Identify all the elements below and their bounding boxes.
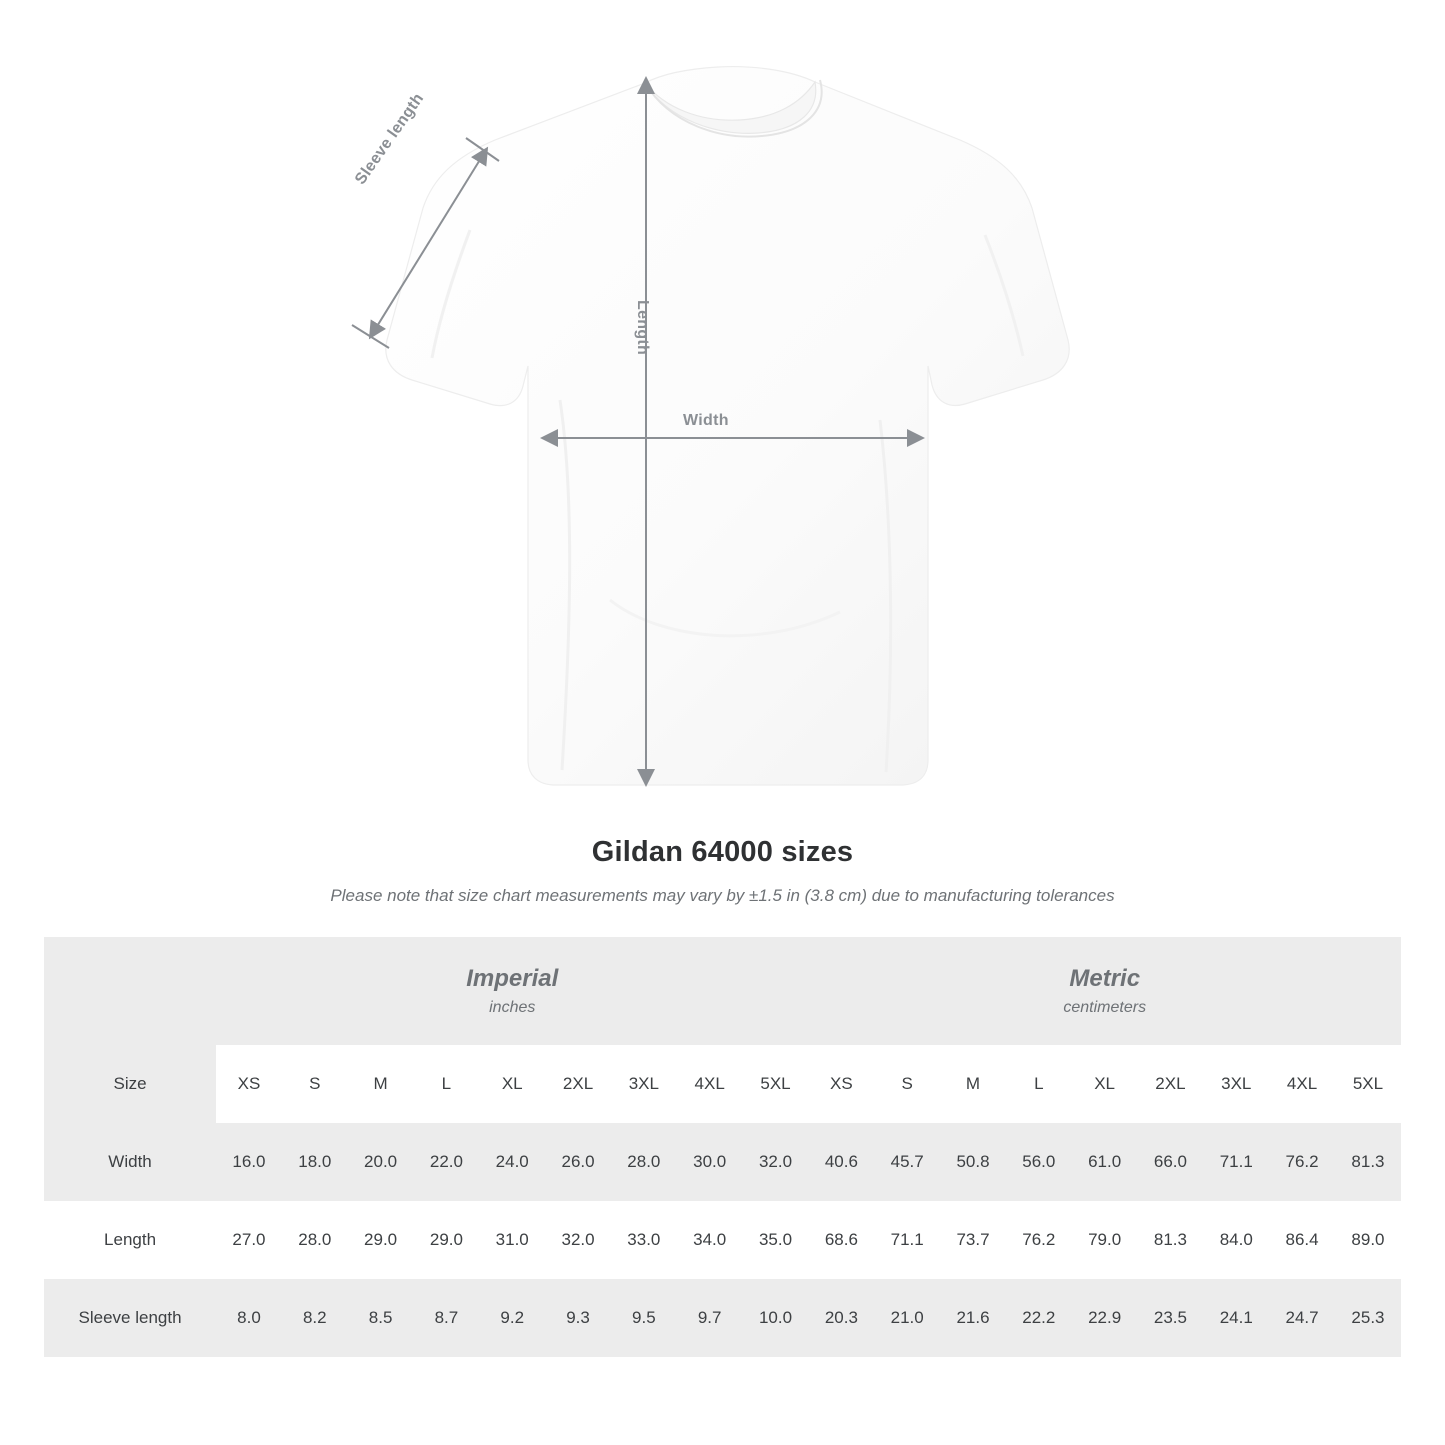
row-label: Sleeve length: [78, 1308, 182, 1327]
table-cell: 56.0: [1022, 1152, 1056, 1171]
unit-header-metric: [808, 937, 1401, 1045]
table-cell: 21.6: [956, 1308, 990, 1327]
size-header-cell: L: [1034, 1074, 1044, 1093]
table-cell: 84.0: [1219, 1230, 1253, 1249]
size-header-row: [44, 1045, 1401, 1123]
size-header-cell: XL: [501, 1074, 523, 1093]
table-cell: 28.0: [627, 1152, 661, 1171]
unit-title-metric: Metric: [1069, 965, 1141, 993]
table-cell: 35.0: [758, 1230, 793, 1249]
table-cell: 34.0: [693, 1230, 727, 1249]
table-cell: 22.0: [429, 1152, 463, 1171]
table-cell: 81.3: [1351, 1152, 1385, 1171]
table-cell: 29.0: [429, 1230, 463, 1249]
unit-header-imperial: [216, 937, 808, 1045]
table-cell: 28.0: [298, 1230, 332, 1249]
table-cell: 25.3: [1351, 1308, 1385, 1327]
size-header-cell: 2XL: [562, 1074, 594, 1093]
size-header-cell: XL: [1094, 1074, 1115, 1093]
table-cell: 61.0: [1088, 1152, 1122, 1171]
table-row-width: [44, 1123, 1401, 1201]
table-cell: 33.0: [627, 1230, 661, 1249]
size-table-wrap: [44, 937, 1401, 1357]
unit-title-imperial: Imperial: [466, 965, 559, 993]
table-cell: 18.0: [298, 1152, 332, 1171]
size-header-cell: S: [309, 1074, 321, 1093]
unit-header-row: [44, 937, 1401, 1045]
table-cell: 24.0: [495, 1152, 529, 1171]
table-cell: 9.5: [632, 1308, 656, 1327]
table-cell: 50.8: [956, 1152, 990, 1171]
table-cell: 23.5: [1153, 1308, 1187, 1327]
sleeve-length-label: Sleeve length: [352, 90, 428, 188]
size-header-cell: 4XL: [694, 1074, 725, 1093]
table-cell: 68.6: [824, 1230, 858, 1249]
table-cell: 45.7: [890, 1152, 924, 1171]
table-cell: 71.1: [1219, 1152, 1253, 1171]
table-cell: 22.9: [1088, 1308, 1122, 1327]
page-title: Gildan 64000 sizes: [591, 836, 854, 868]
table-cell: 26.0: [561, 1152, 595, 1171]
row-label: Width: [108, 1152, 152, 1171]
table-cell: 10.0: [758, 1308, 793, 1327]
size-header-cell: S: [901, 1074, 913, 1093]
size-header-cell: XS: [237, 1074, 261, 1093]
table-cell: 40.6: [824, 1152, 858, 1171]
size-header-cell: 3XL: [628, 1074, 659, 1093]
table-cell: 66.0: [1153, 1152, 1187, 1171]
length-label: Length: [634, 300, 651, 356]
table-cell: 8.0: [237, 1308, 261, 1327]
unit-header-spacer: [44, 937, 216, 1045]
table-cell: 32.0: [561, 1230, 595, 1249]
width-label: Width: [683, 412, 729, 429]
table-cell: 16.0: [232, 1152, 266, 1171]
table-cell: 27.0: [232, 1230, 266, 1249]
table-cell: 9.3: [566, 1308, 590, 1327]
size-header-cell: XS: [830, 1074, 853, 1093]
table-cell: 8.7: [434, 1308, 459, 1327]
size-table: [44, 937, 1401, 1357]
size-header-cell: M: [373, 1074, 388, 1093]
size-header-cell: L: [441, 1074, 452, 1093]
table-cell: 76.2: [1022, 1230, 1056, 1249]
table-cell: 32.0: [758, 1152, 793, 1171]
table-cell: 21.0: [890, 1308, 924, 1327]
table-cell: 20.3: [824, 1308, 858, 1327]
title-block: [0, 836, 1445, 906]
table-cell: 24.7: [1285, 1308, 1319, 1327]
table-cell: 9.7: [697, 1308, 722, 1327]
table-cell: 79.0: [1088, 1230, 1122, 1249]
table-cell: 86.4: [1285, 1230, 1319, 1249]
table-cell: 24.1: [1219, 1308, 1253, 1327]
size-header-cell: M: [965, 1074, 981, 1093]
tolerance-note: Please note that size chart measurements may vary by ±1.5 in (3.8 cm) due to manufacturing tolerances: [330, 886, 1115, 905]
row-label: Length: [104, 1230, 157, 1249]
table-cell: 8.5: [368, 1308, 393, 1327]
size-header-cell: 5XL: [1352, 1074, 1384, 1093]
table-cell: 81.3: [1153, 1230, 1187, 1249]
table-cell: 89.0: [1351, 1230, 1385, 1249]
table-cell: 29.0: [364, 1230, 398, 1249]
size-corner-label: Size: [44, 1045, 216, 1123]
table-cell: 76.2: [1285, 1152, 1319, 1171]
table-cell: 9.2: [500, 1308, 525, 1327]
unit-subtitle-metric: centimeters: [1063, 998, 1147, 1016]
table-row-sleeve-length: [44, 1279, 1401, 1357]
table-cell: 71.1: [890, 1230, 924, 1249]
size-header-cell: 3XL: [1221, 1074, 1252, 1093]
unit-subtitle-imperial: inches: [489, 998, 536, 1016]
size-header-cell: 2XL: [1155, 1074, 1186, 1093]
size-header-cell: 5XL: [760, 1074, 791, 1093]
table-cell: 20.0: [364, 1152, 398, 1171]
table-cell: 73.7: [956, 1230, 990, 1249]
table-cell: 22.2: [1022, 1308, 1056, 1327]
table-cell: 8.2: [302, 1308, 327, 1327]
table-row-length: [44, 1201, 1401, 1279]
table-cell: 30.0: [693, 1152, 727, 1171]
table-cell: 31.0: [495, 1230, 529, 1249]
size-header-cell: 4XL: [1286, 1074, 1318, 1093]
